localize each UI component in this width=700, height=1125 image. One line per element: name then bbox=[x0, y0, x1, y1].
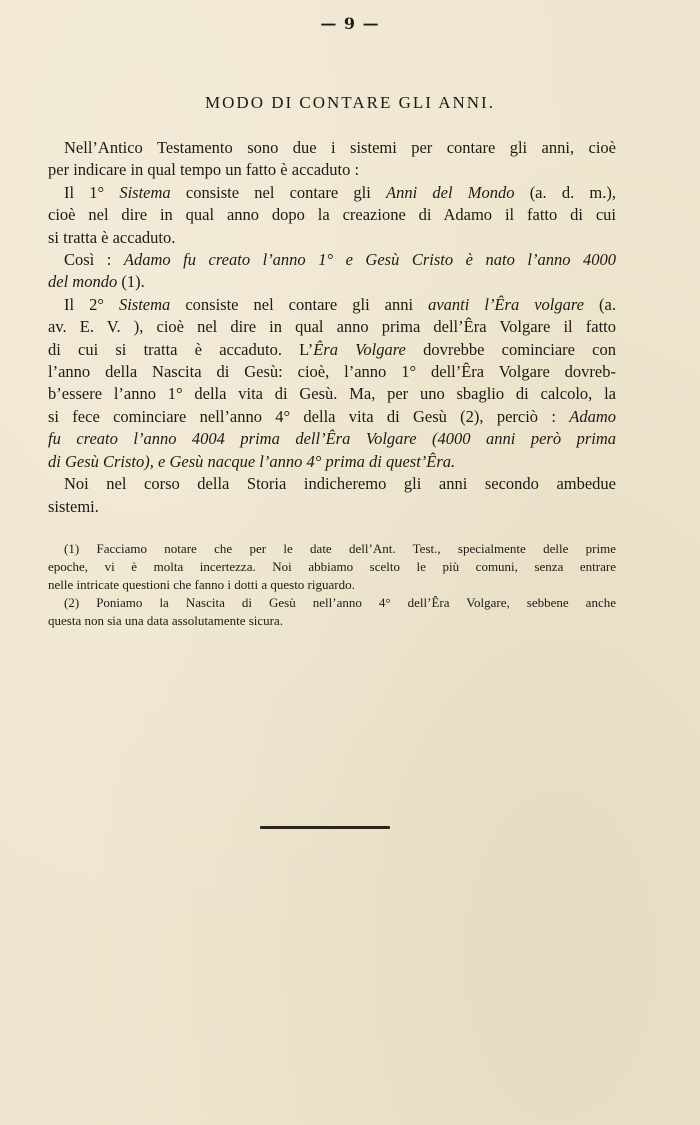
text-line: si tratta è accaduto. bbox=[48, 227, 176, 247]
footnote-line: nelle intricate questioni che fanno i dotti a questo riguardo. bbox=[48, 577, 355, 592]
text-line: Il 2° Sistema consiste nel contare gli anni avanti l’Êra volgare (a. bbox=[64, 294, 616, 314]
text-line: si fece cominciare nell’anno 4° della vita di Gesù (2), perciò : Adamo bbox=[48, 406, 616, 426]
text-line: b’essere l’anno 1° della vita di Gesù. Ma, per uno sbaglio di calcolo, la bbox=[48, 384, 616, 404]
text-line: per indicare in qual tempo un fatto è accaduto : bbox=[48, 160, 360, 180]
text-line: cioè nel dire in qual anno dopo la creazione di Adamo il fatto di cui bbox=[48, 205, 616, 225]
text-line: del mondo (1). bbox=[48, 272, 145, 292]
footnote-line: epoche, vi è molta incertezza. Noi abbiamo scelto le più comuni, senza entrare bbox=[48, 559, 616, 574]
footnote-line: (2) Poniamo la Nascita di Gesù nell’anno 4° dell’Êra Volgare, sebbene anche bbox=[64, 595, 616, 610]
text-line: sistemi. bbox=[48, 496, 99, 516]
text-line: Così : Adamo fu creato l’anno 1° e Gesù Cristo è nato l’anno 4000 bbox=[64, 250, 616, 270]
main-text bbox=[48, 137, 616, 518]
page-number: — 9 — bbox=[320, 14, 380, 33]
text-line: di Gesù Cristo), e Gesù nacque l’anno 4° prima di quest’Êra. bbox=[48, 451, 456, 471]
text-line: Il 1° Sistema consiste nel contare gli Anni del Mondo (a. d. m.), bbox=[64, 182, 616, 202]
text-line: Noi nel corso della Storia indicheremo gli anni secondo ambedue bbox=[64, 474, 616, 494]
text-line: Nell’Antico Testamento sono due i sistemi per contare gli anni, cioè bbox=[64, 138, 616, 157]
text-line: fu creato l’anno 4004 prima dell’Êra Volgare (4000 anni però prima bbox=[48, 429, 616, 449]
text-line: av. E. V. ), cioè nel dire in qual anno prima dell’Êra Volgare il fatto bbox=[48, 317, 616, 337]
footnote-line: (1) Facciamo notare che per le date dell’Ant. Test., specialmente delle prime bbox=[64, 541, 616, 556]
footnote-line: questa non sia una data assolutamente sicura. bbox=[48, 613, 284, 628]
ornamental-rule bbox=[260, 826, 390, 829]
footnotes bbox=[48, 540, 616, 630]
text-line: l’anno della Nascita di Gesù: cioè, l’anno 1° dell’Êra Volgare dovreb- bbox=[48, 362, 616, 382]
text-line: di cui si tratta è accaduto. L’Êra Volgare dovrebbe cominciare con bbox=[48, 339, 616, 359]
page-title: MODO DI CONTARE GLI ANNI. bbox=[205, 93, 495, 112]
